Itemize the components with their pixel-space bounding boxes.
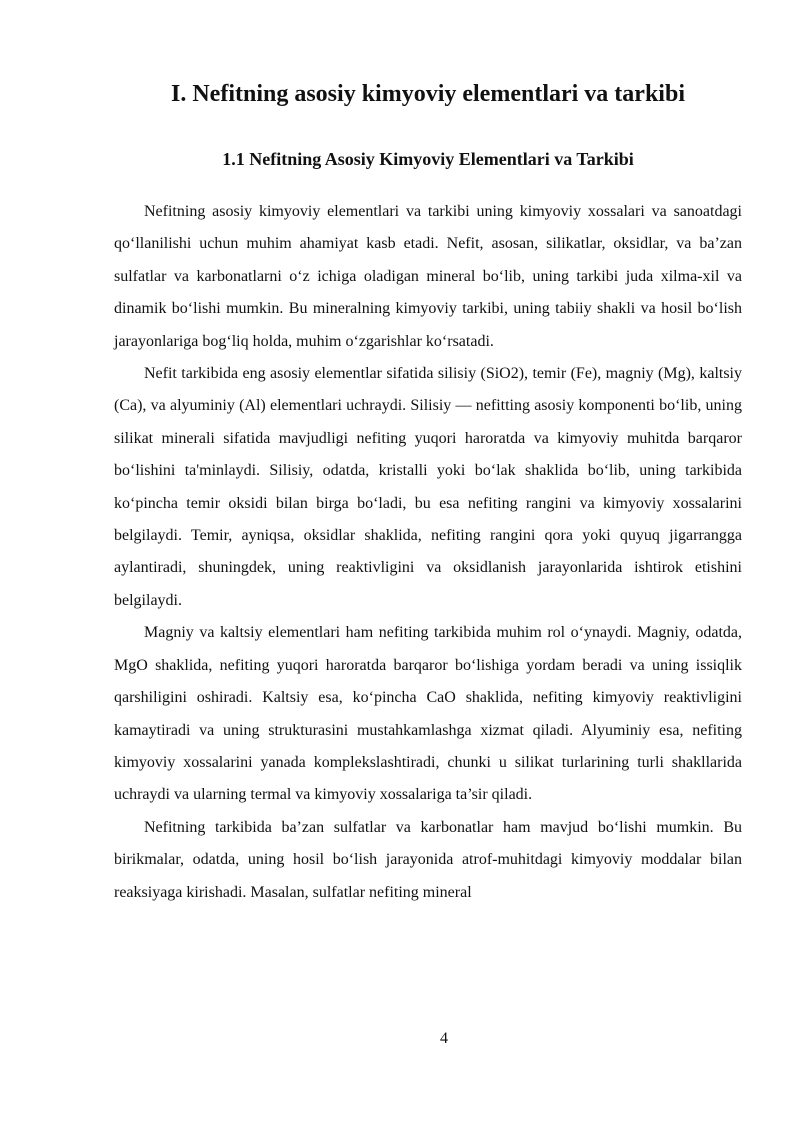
paragraph: Nefitning tarkibida ba’zan sulfatlar va karbonatlar ham mavjud bo‘lishi mumkin. Bu birikmalar, odatda, uning hosil bo‘lish jarayonida atrof-muhitdagi kimyoviy moddalar bilan reaksiyaga kirishadi. Masalan, sulfatlar nefiting mineral <box>114 818 742 901</box>
body-text <box>114 196 742 909</box>
paragraph: Nefitning asosiy kimyoviy elementlari va tarkibi uning kimyoviy xossalari va sanoatdagi qo‘llanilishi uchun muhim ahamiyat kasb etadi. Nefit, asosan, silikatlar, oksidlar, va ba’zan sulfatlar va karbonatlarni o‘z ichiga oladigan mineral bo‘lib, uning tarkibi juda xilma-xil va dinamik bo‘lishi mumkin. Bu mineralning kimyoviy tarkibi, uning tabiiy shakli va hosil bo‘lish jarayonlariga bog‘liq holda, muhim o‘zgarishlar ko‘rsatadi. <box>114 203 742 350</box>
paragraph: Magniy va kaltsiy elementlari ham nefiting tarkibida muhim rol o‘ynaydi. Magniy, odatda, MgO shaklida, nefiting yuqori haroratda barqaror bo‘lishiga yordam beradi va uning issiqlik qarshiligini oshiradi. Kaltsiy esa, ko‘pincha CaO shaklida, nefiting kimyoviy reaktivligini kamaytiradi va uning strukturasini mustahkamlashga xizmat qiladi. Alyuminiy esa, nefiting kimyoviy xossalarini yanada komplekslashtiradi, chunki u silikat turlarining turli shakllarida uchraydi va ularning termal va kimyoviy xossalariga ta’sir qiladi. <box>114 624 742 804</box>
paragraph: Nefit tarkibida eng asosiy elementlar sifatida silisiy (SiO2), temir (Fe), magniy (Mg), kaltsiy (Ca), va alyuminiy (Al) elementlari uchraydi. Silisiy — nefitting asosiy komponenti bo‘lib, uning silikat minerali sifatida mavjudligi nefiting yuqori haroratda va kimyoviy muhitda barqaror bo‘lishini ta'minlaydi. Silisiy, odatda, kristalli yoki bo‘lak shaklida bo‘lib, uning tarkibida ko‘pincha temir oksidi bilan birga bo‘ladi, bu esa nefiting rangini va kimyoviy xossalarini belgilaydi. Temir, ayniqsa, oksidlar shaklida, nefiting rangini qora yoki quyuq jigarrangga aylantiradi, shuningdek, uning reaktivligini va oksidlanish jarayonlarida ishtirok etishini belgilaydi. <box>114 365 742 609</box>
page-number: 4 <box>440 1030 448 1047</box>
section-title: 1.1 Nefitning Asosiy Kimyoviy Elementlari va Tarkibi <box>222 149 634 169</box>
chapter-title: I. Nefitning asosiy kimyoviy elementlari va tarkibi <box>171 81 685 107</box>
